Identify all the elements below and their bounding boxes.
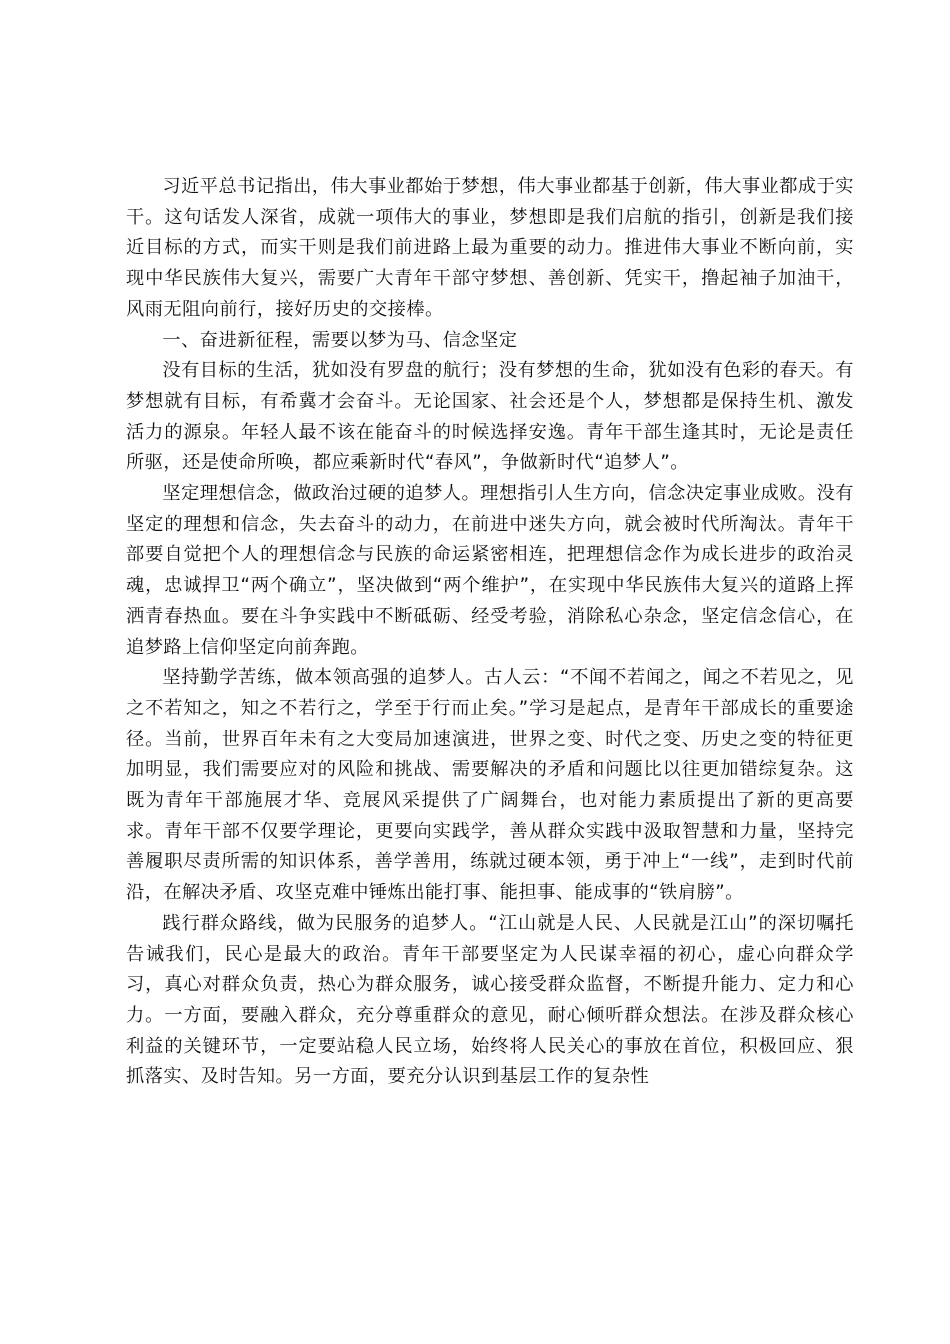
body-paragraph: 坚定理想信念，做政治过硬的追梦人。理想指引人生方向，信念决定事业成败。没有坚定的理想和信念，失去奋斗的动力，在前进中迷失方向，就会被时代所淘汰。青年干部要自觉把个人的理想信念与民族的命运紧密相连，把理想信念作为成长进步的政治灵魂，忠诚捍卫“两个确立”，坚决做到“两个维护”，在实现中华民族伟大复兴的道路上挥洒青春热血。要在斗争实践中不断砥砺、经受考验，消除私心杂念，坚定信念信心，在追梦路上信仰坚定向前奔跑。 [126, 483, 854, 658]
intro-paragraph: 习近平总书记指出，伟大事业都始于梦想，伟大事业都基于创新，伟大事业都成于实干。这句话发人深省，成就一项伟大的事业，梦想即是我们启航的指引，创新是我们接近目标的方式，而实干则是我们前进路上最为重要的动力。推进伟大事业不断向前，实现中华民族伟大复兴，需要广大青年干部守梦想、善创新、凭实干，撸起袖子加油干，风雨无阻向前行，接好历史的交接棒。 [126, 176, 854, 320]
body-paragraph: 践行群众路线，做为民服务的追梦人。“江山就是人民、人民就是江山”的深切嘱托告诫我们，民心是最大的政治。青年干部要坚定为人民谋幸福的初心，虚心向群众学习，真心对群众负责，热心为群众服务，诚心接受群众监督，不断提升能力、定力和心力。一方面，要融入群众，充分尊重群众的意见，耐心倾听群众想法。在涉及群众核心利益的关键环节，一定要站稳人民立场，始终将人民关心的事放在首位，积极回应、狠抓落实、及时告知。另一方面，要充分认识到基层工作的复杂性 [126, 912, 854, 1088]
section-heading: 一、奋进新征程，需要以梦为马、信念坚定 [162, 329, 518, 351]
body-paragraph: 没有目标的生活，犹如没有罗盘的航行；没有梦想的生命，犹如没有色彩的春天。有梦想就有目标，有希冀才会奋斗。无论国家、社会还是个人，梦想都是保持生机、激发活力的源泉。年轻人最不该在能奋斗的时候选择安逸。青年干部生逢其时，无论是责任所驱，还是使命所唤，都应乘新时代“春风”，争做新时代“追梦人”。 [126, 360, 854, 474]
document-body [126, 172, 854, 1093]
body-paragraph: 坚持勤学苦练，做本领高强的追梦人。古人云：“不闻不若闻之，闻之不若见之，见之不若知之，知之不若行之，学至于行而止矣。”学习是起点，是青年干部成长的重要途径。当前，世界百年未有之大变局加速演进，世界之变、时代之变、历史之变的特征更加明显，我们需要应对的风险和挑战、需要解决的矛盾和问题比以往更加错综复杂。这既为青年干部施展才华、竞展风采提供了广阔舞台，也对能力素质提出了新的更高要求。青年干部不仅要学理论，更要向实践学，善从群众实践中汲取智慧和力量，坚持完善履职尽责所需的知识体系，善学善用，练就过硬本领，勇于冲上“一线”，走到时代前沿，在解决矛盾、攻坚克难中锤炼出能打事、能担事、能成事的“铁肩膀”。 [126, 667, 854, 904]
